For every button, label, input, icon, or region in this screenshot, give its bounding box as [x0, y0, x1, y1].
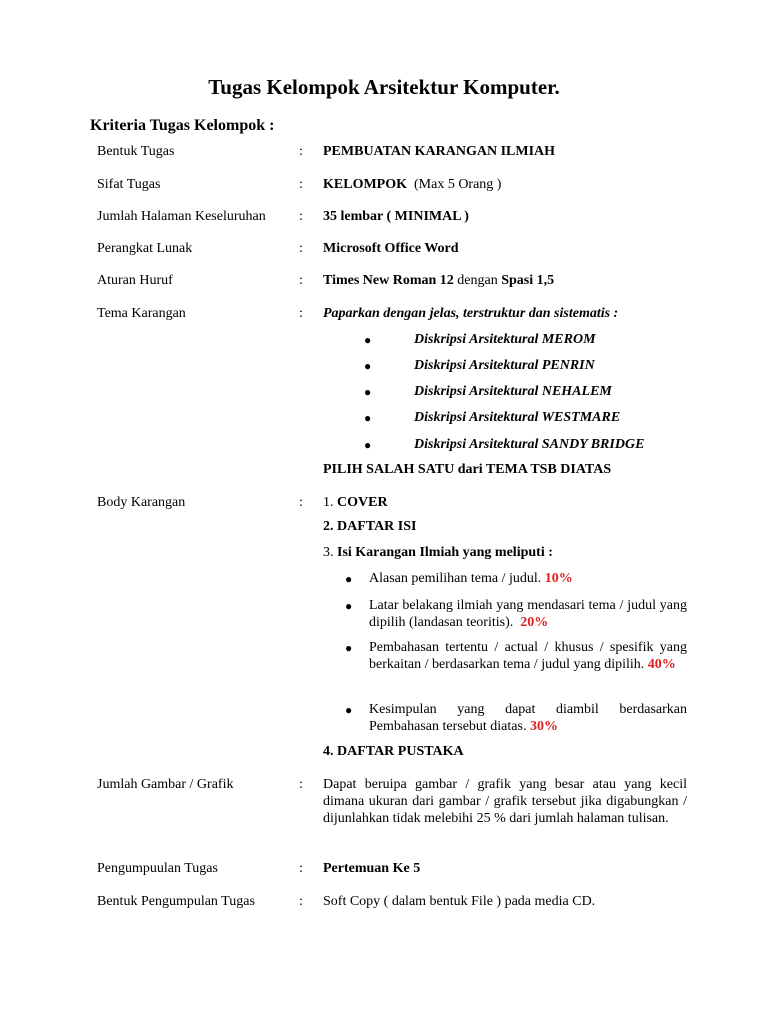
value-perangkat-lunak: Microsoft Office Word: [323, 241, 459, 256]
label-pengumpulan: Pengumpuulan Tugas: [97, 861, 218, 876]
label-body-karangan: Body Karangan: [97, 495, 186, 510]
label-sifat-tugas: Sifat Tugas: [97, 177, 161, 192]
theme-item: Diskripsi Arsitektural PENRIN: [414, 358, 595, 373]
body-item-text: COVER: [337, 495, 388, 510]
body-item-isi: [323, 544, 553, 562]
document-title: Tugas Kelompok Arsitektur Komputer.: [208, 75, 560, 99]
label-bentuk-tugas: Bentuk Tugas: [97, 144, 175, 159]
theme-item: Diskripsi Arsitektural WESTMARE: [414, 410, 621, 425]
body-item-daftar-isi: 2. DAFTAR ISI: [323, 519, 417, 534]
theme-item: Diskripsi Arsitektural NEHALEM: [414, 384, 612, 399]
criteria-heading: Kriteria Tugas Kelompok :: [90, 117, 275, 134]
value-sifat-tugas: [323, 176, 501, 194]
value-aturan-huruf: [323, 272, 554, 290]
subitem-percent: 10%: [544, 571, 573, 586]
label-aturan-huruf: Aturan Huruf: [97, 273, 173, 288]
body-item-text: Isi Karangan Ilmiah yang meliputi :: [337, 545, 553, 560]
colon-separator: :: [299, 495, 303, 510]
label-jumlah-halaman: Jumlah Halaman Keseluruhan: [97, 209, 266, 224]
bullet-icon: ●: [345, 599, 353, 613]
subitem-kesimpulan: [369, 701, 687, 735]
subitem-text: Kesimpulan yang dapat diambil berdasarkan Pembahasan tersebut diatas.: [369, 702, 687, 734]
label-tema-karangan: Tema Karangan: [97, 306, 186, 321]
subitem-latar: [369, 597, 687, 631]
value-spacing: Spasi 1,5: [501, 273, 555, 288]
subitem-percent: 30%: [529, 719, 558, 734]
body-item-daftar-pustaka: 4. DAFTAR PUSTAKA: [323, 744, 464, 759]
value-sifat-tugas-bold: KELOMPOK: [323, 177, 407, 192]
colon-separator: :: [299, 177, 303, 192]
bullet-icon: ●: [345, 572, 353, 586]
theme-instruction: PILIH SALAH SATU dari TEMA TSB DIATAS: [323, 462, 612, 477]
value-jumlah-gambar: Dapat beruipa gambar / grafik yang besar atau yang kecil dimana ukuran dari gambar / grafik tersebut jika digabungkan / dijunlahkan tidak melebihi 25 % dari jumlah halaman tulisan.: [323, 777, 687, 826]
colon-separator: :: [299, 894, 303, 909]
bullet-icon: ●: [364, 411, 372, 425]
theme-item: Diskripsi Arsitektural SANDY BRIDGE: [414, 437, 645, 452]
value-sifat-tugas-rest: (Max 5 Orang ): [414, 177, 502, 192]
body-item-cover: [323, 494, 388, 512]
subitem-percent: 40%: [647, 657, 676, 672]
value-font: Times New Roman 12: [323, 273, 454, 288]
subitem-percent: 20%: [520, 615, 549, 630]
colon-separator: :: [299, 273, 303, 288]
bullet-icon: ●: [364, 333, 372, 347]
body-item-number: 1.: [323, 495, 334, 510]
value-jumlah-halaman: 35 lembar ( MINIMAL ): [323, 209, 469, 224]
value-bentuk-tugas: PEMBUATAN KARANGAN ILMIAH: [323, 144, 556, 159]
label-jumlah-gambar: Jumlah Gambar / Grafik: [97, 777, 234, 792]
value-dengan: dengan: [457, 273, 498, 288]
subitem-text: Pembahasan tertentu / actual / khusus / spesifik yang berkaitan / berdasarkan tema / judul yang dipilih.: [369, 640, 687, 672]
body-item-number: 3.: [323, 545, 334, 560]
subitem-text: Alasan pemilihan tema / judul.: [369, 571, 542, 586]
label-bentuk-pengumpulan: Bentuk Pengumpulan Tugas: [97, 894, 255, 909]
subitem-pembahasan: [369, 639, 687, 673]
bullet-icon: ●: [345, 641, 353, 655]
subitem-text: Latar belakang ilmiah yang mendasari tema / judul yang dipilih (landasan teoritis).: [369, 598, 687, 630]
theme-item: Diskripsi Arsitektural MEROM: [414, 332, 596, 347]
bullet-icon: ●: [364, 359, 372, 373]
bullet-icon: ●: [364, 438, 372, 452]
colon-separator: :: [299, 306, 303, 321]
bullet-icon: ●: [364, 385, 372, 399]
colon-separator: :: [299, 144, 303, 159]
value-tema-intro: Paparkan dengan jelas, terstruktur dan sistematis :: [323, 306, 619, 321]
bullet-icon: ●: [345, 703, 353, 717]
colon-separator: :: [299, 861, 303, 876]
label-perangkat-lunak: Perangkat Lunak: [97, 241, 193, 256]
value-pengumpulan: Pertemuan Ke 5: [323, 861, 421, 876]
value-bentuk-pengumpulan: Soft Copy ( dalam bentuk File ) pada media CD.: [323, 894, 596, 909]
colon-separator: :: [299, 777, 303, 792]
colon-separator: :: [299, 241, 303, 256]
colon-separator: :: [299, 209, 303, 224]
subitem-alasan: [369, 570, 687, 587]
